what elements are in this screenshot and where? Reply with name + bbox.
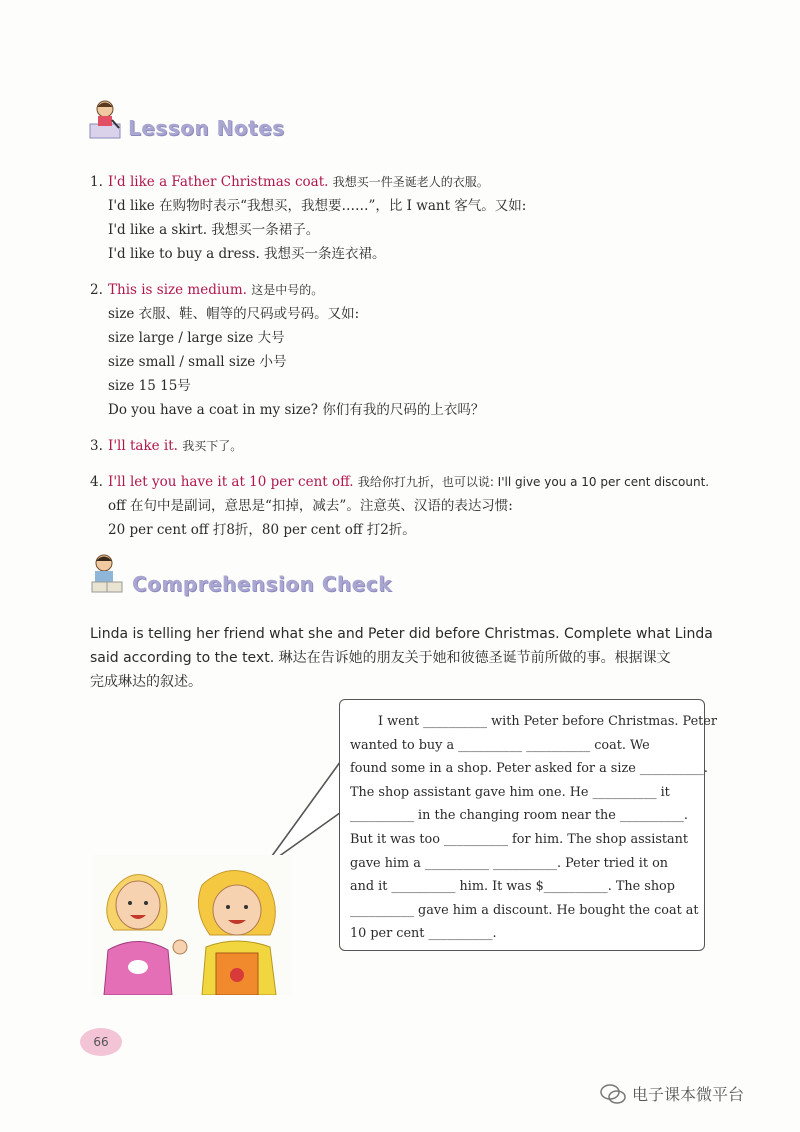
watermark-text: 电子课本微平台 [632, 1085, 745, 1104]
note-translation: 我给你打九折，也可以说: I'll give you a 10 per cent discount. [357, 475, 710, 489]
note-line: size 衣服、鞋、帽等的尺码或号码。又如: [108, 306, 360, 322]
note-number: 3. [90, 438, 103, 454]
bubble-line: and it __________ him. It was $__________. The shop [350, 879, 675, 895]
lesson-notes-heading [88, 98, 285, 140]
note-translation: 我想买一件圣诞老人的衣服。 [332, 175, 489, 189]
note-headline: I'd like a Father Christmas coat. [108, 174, 329, 190]
comprehension-title: Comprehension Check [132, 572, 392, 596]
note-headline: This is size medium. [108, 282, 247, 298]
note-headline: I'll let you have it at 10 per cent off. [108, 474, 354, 490]
note-line: I'd like a skirt. 我想买一条裙子。 [108, 222, 320, 238]
bubble-line: __________ in the changing room near the __________. [350, 808, 688, 824]
two-girls-illustration [92, 855, 292, 995]
note-translation: 这是中号的。 [251, 283, 324, 297]
note-number: 2. [90, 282, 103, 298]
note-headline: I'll take it. [108, 438, 178, 454]
student-reading-icon [88, 552, 126, 596]
watermark [600, 1082, 744, 1105]
note-line: size 15 15号 [108, 378, 191, 394]
instruction-line: 完成琳达的叙述。 [90, 674, 202, 690]
instruction-line: Linda is telling her friend what she and Peter did before Christmas. Complete what Linda [90, 626, 713, 642]
note-line: I'd like 在购物时表示“我想买，我想要……”，比 I want 客气。又如: [108, 198, 527, 214]
note-line: Do you have a coat in my size? 你们有我的尺码的上衣吗？ [108, 402, 485, 418]
note-line: 20 per cent off 打8折，80 per cent off 打2折。 [108, 522, 416, 538]
bubble-line: gave him a __________ __________. Peter tried it on [350, 855, 669, 871]
bubble-line: The shop assistant gave him one. He __________ it [350, 784, 670, 800]
page-number: 66 [93, 1035, 109, 1049]
comprehension-instructions [90, 622, 730, 694]
chat-bubbles-icon [600, 1083, 626, 1105]
note-translation: 我买下了。 [182, 439, 243, 453]
note-line: size small / small size 小号 [108, 354, 287, 370]
bubble-line: __________ gave him a discount. He bought the coat at [350, 902, 699, 918]
note-line: I'd like to buy a dress. 我想买一条连衣裙。 [108, 246, 386, 262]
note-3 [90, 434, 730, 458]
note-line: size large / large size 大号 [108, 330, 285, 346]
note-number: 4. [90, 474, 103, 490]
bubble-line: found some in a shop. Peter asked for a size __________. [350, 761, 708, 777]
student-writing-icon [88, 98, 122, 140]
bubble-line: wanted to buy a __________ __________ coat. We [350, 737, 650, 753]
page-number-badge [80, 1028, 122, 1056]
note-2 [90, 278, 730, 422]
bubble-line: I went __________ with Peter before Christmas. Peter [378, 714, 717, 729]
note-4 [90, 470, 730, 542]
instruction-line: said according to the text. 琳达在告诉她的朋友关于她和彼德圣诞节前所做的事。根据课文 [90, 650, 671, 666]
speech-bubble [339, 699, 717, 951]
bubble-line: But it was too __________ for him. The shop assistant [350, 831, 689, 847]
note-line: off 在句中是副词，意思是“扣掉，减去”。注意英、汉语的表达习惯: [108, 498, 513, 514]
lesson-notes-list [90, 170, 730, 554]
note-number: 1. [90, 174, 103, 190]
comprehension-heading [88, 552, 392, 596]
bubble-line: 10 per cent __________. [350, 926, 497, 942]
lesson-notes-title: Lesson Notes [128, 116, 285, 140]
note-1 [90, 170, 730, 266]
